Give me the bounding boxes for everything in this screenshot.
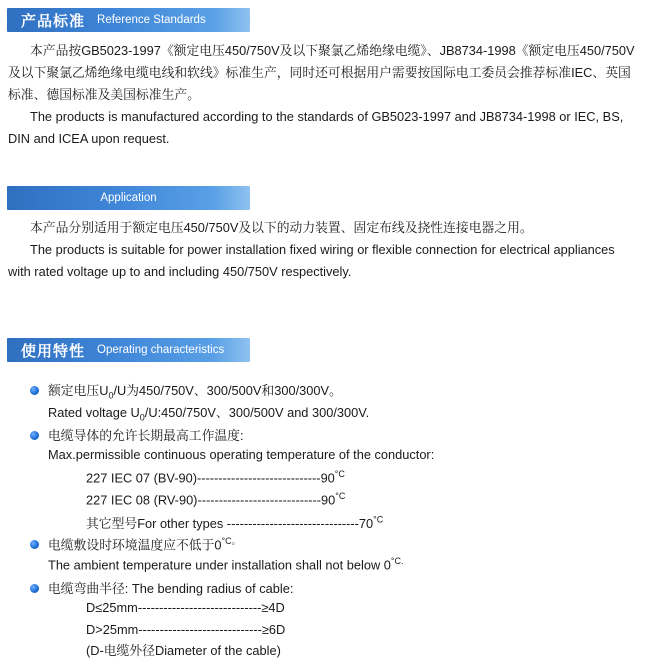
operating-title-zh: 使用特性	[21, 342, 86, 360]
operating-title-en: Operating characteristics	[97, 344, 225, 356]
operating-characteristics-banner	[7, 338, 250, 362]
bullet-icon	[30, 386, 39, 395]
reference-standards-banner	[7, 8, 250, 32]
temp-other-row: 其它型号For other types $-------------------------------70^{^\circ C}$	[86, 514, 384, 531]
temp-rv90-row: 227 IEC 08 $(RV-90)-----------------------------90^{^\circ C}$	[86, 491, 346, 508]
bend-large-row: D>25mm-----------------------------≥6D	[86, 622, 286, 637]
conductor-temp-zh: 电缆导体的允许长期最高工作温度:	[48, 428, 244, 443]
ambient-temp-en: The ambient temperature under installation shall not below $0^{^\circ C.}$	[48, 556, 404, 573]
bend-small-row: D≤25mm-----------------------------≥4D	[86, 600, 285, 615]
bend-note: (D-电缆外径Diameter of the cable)	[86, 643, 281, 658]
reference-text-zh: 本产品按GB5023-1997《额定电压450/750V及以下聚氯乙烯绝缘电缆》、JB8734-1998《额定电压450/750V及以下聚氯乙烯绝缘电缆电线和软线》标准生产，同时还可根据用户需要按国际电工委员会推荐标准IEC、英国标准、德国标准及美国标准生产。	[8, 43, 635, 102]
bullet-icon	[30, 431, 39, 440]
application-title-en: Application	[100, 192, 157, 204]
reference-title-en: Reference Standards	[97, 14, 206, 26]
temp-bv90-row: 227 IEC 07 $(BV-90)-----------------------------90^{^\circ C}$	[86, 469, 345, 486]
bullet-icon	[30, 584, 39, 593]
application-text-zh: 本产品分别适用于额定电压450/750V及以下的动力装置、固定布线及挠性连接电器之用。	[30, 220, 533, 235]
application-text-en: The products is suitable for power installation fixed wiring or flexible connection for electrical appliances with rated voltage up to and including 450/750V respectively.	[8, 242, 615, 279]
reference-title-zh: 产品标准	[21, 12, 86, 30]
bullet-icon	[30, 540, 39, 549]
reference-text-en: The products is manufactured according to the standards of GB5023-1997 and JB8734-1998 or IEC, BS, DIN and ICEA upon request.	[8, 109, 624, 146]
rated-voltage-zh: 额定电压$U_0/U$为450/750V、300/500V和300/300V。	[48, 383, 342, 401]
ambient-temp-zh: 电缆敷设时环境温度应不低于$0^{^\circ C。}$	[48, 536, 241, 553]
rated-voltage-en: Rated voltage $U_0/U:450/750V$、300/500V and 300/300V.	[48, 405, 370, 423]
conductor-temp-en: Max.permissible continuous operating temperature of the conductor:	[48, 447, 435, 462]
application-banner	[7, 186, 250, 210]
bending-radius-title: 电缆弯曲半径: The bending radius of cable:	[48, 581, 294, 596]
